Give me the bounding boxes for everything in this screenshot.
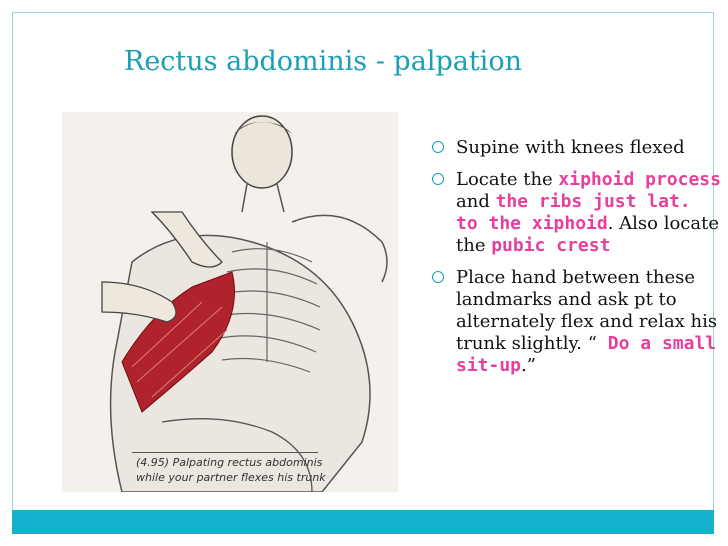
bullet-text: .” bbox=[521, 355, 536, 376]
bullet-circle-icon bbox=[432, 271, 444, 283]
anatomy-illustration bbox=[62, 112, 398, 492]
bullet-text: and bbox=[456, 191, 496, 212]
bullet-text: Locate the bbox=[456, 169, 559, 190]
figure-caption bbox=[136, 455, 326, 485]
caption-line-2: while your partner flexes his trunk bbox=[136, 471, 326, 484]
caption-rule bbox=[132, 452, 318, 453]
bullet-list bbox=[432, 137, 722, 387]
bullet-text: . Also locate the bbox=[456, 213, 720, 256]
bullet-text: Place hand between these landmarks and ask pt to alternately flex and relax his trunk slightly. “ bbox=[456, 267, 718, 354]
highlight-xiphoid-process: xiphoid process bbox=[558, 169, 721, 190]
highlight-pubic-crest: pubic crest bbox=[491, 235, 611, 256]
caption-line-1: (4.95) Palpating rectus abdominis bbox=[136, 456, 323, 469]
bullet-item bbox=[432, 267, 722, 377]
highlight-sit-up: Do a small sit-up bbox=[456, 333, 717, 376]
highlight-ribs: the ribs just lat. to the xiphoid bbox=[456, 191, 691, 234]
bullet-text: Supine with knees flexed bbox=[456, 137, 685, 158]
footer-bar bbox=[12, 510, 714, 534]
bullet-item bbox=[432, 169, 722, 257]
bullet-circle-icon bbox=[432, 141, 444, 153]
bullet-item bbox=[432, 137, 722, 159]
bullet-circle-icon bbox=[432, 173, 444, 185]
slide-title: Rectus abdominis - palpation bbox=[124, 46, 522, 77]
